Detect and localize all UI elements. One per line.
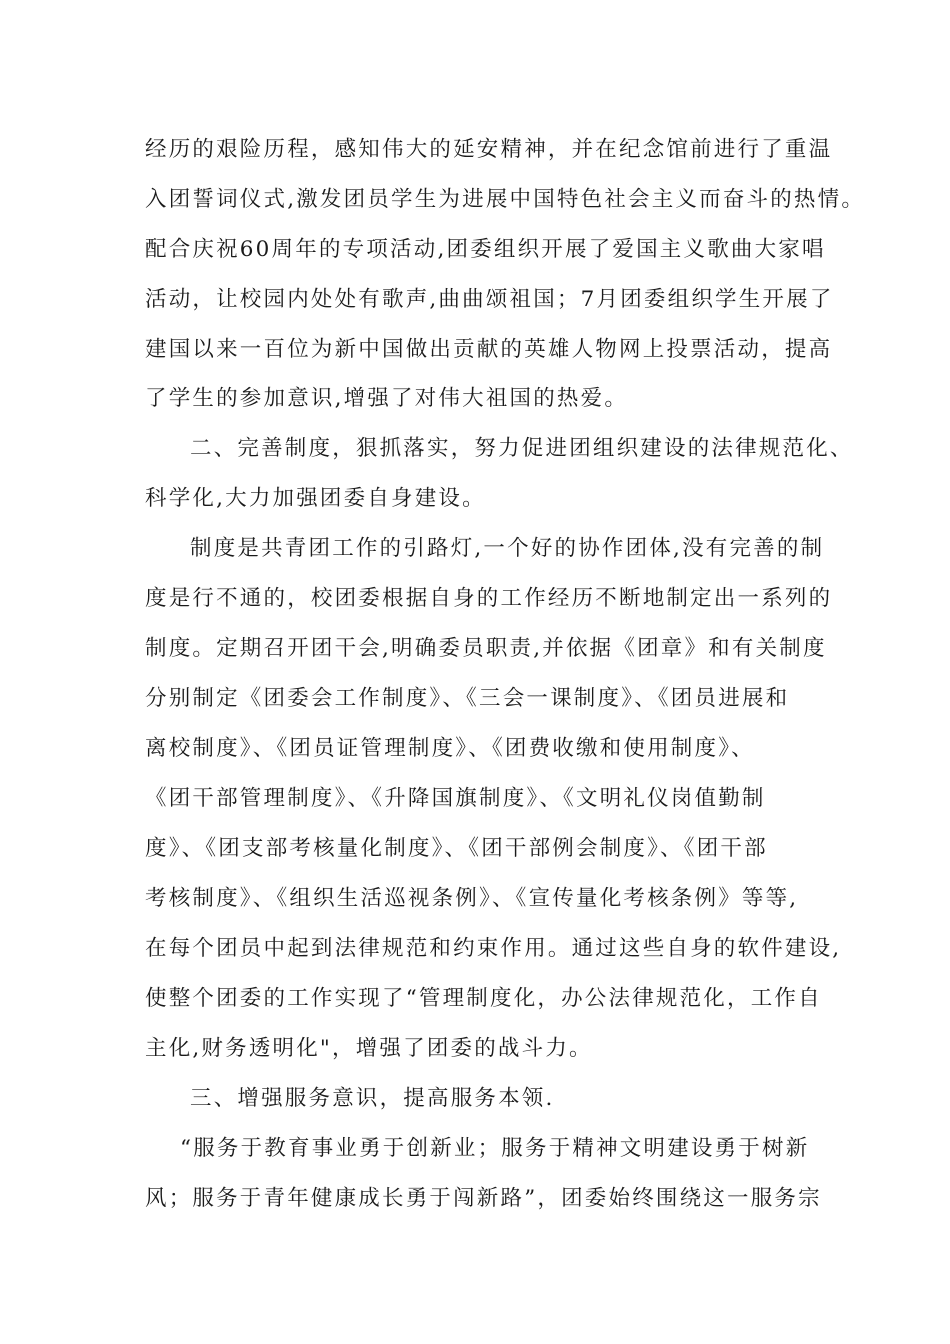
text-line: 制度。定期召开团干会,明确委员职责,并依据《团章》和有关制度 [145,636,827,661]
text-line: 配合庆祝60周年的专项活动,团委组织开展了爱国主义歌曲大家唱 [145,237,826,262]
text-line: 离校制度》、《团员证管理制度》、《团费收缴和使用制度》、 [145,736,755,761]
paragraph-start: 制度是共青团工作的引路灯,一个好的协作团体,没有完善的制 [190,536,825,561]
text-line: 分别制定《团委会工作制度》、《三会一课制度》、《团员进展和 [145,686,790,711]
text-line: 了学生的参加意识,增强了对伟大祖国的热爱。 [145,386,629,411]
text-line: 考核制度》、《组织生活巡视条例》、《宣传量化考核条例》等等, [145,886,799,911]
paragraph-start: “服务于教育事业勇于创新业；服务于精神文明建设勇于树新 [180,1136,810,1161]
text-line: 使整个团委的工作实现了“管理制度化，办公法律规范化，工作自 [145,986,822,1011]
text-line: 建国以来一百位为新中国做出贡献的英雄人物网上投票活动，提高 [145,337,833,362]
section-heading: 三、增强服务意识，提高服务本领. [190,1086,555,1111]
text-line: 在每个团员中起到法律规范和约束作用。通过这些自身的软件建设, [145,936,842,961]
text-line: 主化,财务透明化"，增强了团委的战斗力。 [145,1036,593,1061]
text-line: 科学化,大力加强团委自身建设。 [145,486,486,511]
text-line: 风；服务于青年健康成长勇于闯新路”，团委始终围绕这一服务宗 [145,1186,822,1211]
text-line: 经历的艰险历程，感知伟大的延安精神，并在纪念馆前进行了重温 [145,137,833,162]
text-line: 《团干部管理制度》、《升降国旗制度》、《文明礼仪岗值勤制 [145,786,766,811]
section-heading: 二、完善制度，狠抓落实，努力促进团组织建设的法律规范化、 [190,436,854,461]
text-line: 度》、《团支部考核量化制度》、《团干部例会制度》、《团干部 [145,836,768,861]
text-line: 入团誓词仪式,激发团员学生为进展中国特色社会主义而奋斗的热情。 [145,187,866,212]
text-line: 活动，让校园内处处有歌声,曲曲颂祖国；7月团委组织学生开展了 [145,287,834,312]
text-line: 度是行不通的，校团委根据自身的工作经历不断地制定出一系列的 [145,586,833,611]
